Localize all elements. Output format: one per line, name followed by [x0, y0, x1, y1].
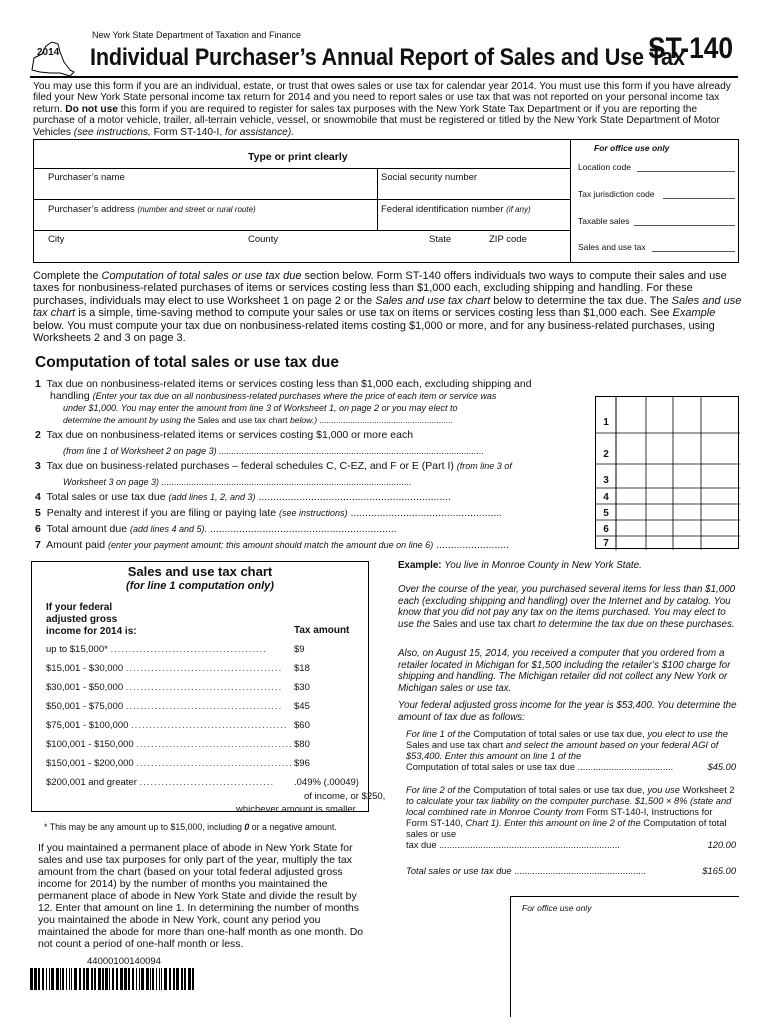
line-6-text: 6 Total amount due (add lines 4 and 5). ................................................................	[35, 523, 397, 535]
address-field[interactable]	[48, 204, 256, 215]
agency-name: New York State Department of Taxation and Finance	[92, 30, 301, 40]
line-7-text: 7 Amount paid (enter your payment amount; this amount should match the amount due on line 6) .........................	[35, 539, 510, 551]
tax-chart-title: Sales and use tax chart	[127, 564, 273, 579]
s1b: Computation of total sales or use tax due,	[473, 729, 645, 739]
chart-footnote	[44, 822, 337, 832]
chart-row-tax: $45	[294, 701, 310, 712]
example-label: Example:	[398, 560, 442, 571]
l1d: under $1,000. You may enter the amount from line 3 of Worksheet 1, on page 2 or you may elect to	[63, 403, 458, 413]
line-5-text: 5 Penalty and interest if you are filing or paying late (see instructions) ....................................................	[35, 507, 503, 519]
chart-row: up to $15,000* ...........................................	[46, 644, 267, 655]
ex-p1: Over the course of the year, you purchased several items for less than $1,000 each (excluding shipping and handling) over the Internet and by catalog. You know that you did not pay any tax on the items purchased. You may elect to use the	[398, 584, 736, 630]
chart-row: $100,001 - $150,000 ...........................................	[46, 739, 293, 750]
row-range: $15,001 - $30,000	[46, 663, 124, 674]
row-range: $200,001 and greater	[46, 777, 137, 788]
state-field[interactable]: State	[429, 234, 452, 245]
amount-grid-lines	[596, 397, 740, 550]
chart-row-tax: $96	[294, 758, 310, 769]
barcode-number: 44000100140094	[87, 956, 161, 967]
tax-jurisdiction-label: Tax jurisdiction code	[578, 189, 655, 199]
intro-p1: You may use this form if you are an individual, estate, or trust that owes sales or use tax for calendar year 2014. You must use this form if you have already filed your New York State personal income tax return for 2014 and you need to report sales or use tax that was not reported on your personal income tax return.	[33, 81, 731, 115]
ny-state-outline-icon	[30, 40, 75, 78]
s2c: you use	[647, 785, 680, 795]
fein-label: Federal identification number	[381, 204, 504, 215]
s2h: Chart 1). Enter this amount on line 2 of the	[465, 818, 641, 828]
purchaser-name-field[interactable]: Purchaser’s name	[48, 172, 125, 183]
chart-row: $75,001 - $100,000 ...........................................	[46, 720, 288, 731]
ssn-field[interactable]: Social security number	[381, 172, 478, 183]
tax-amount-header: Tax amount	[294, 625, 350, 636]
tax-jurisdiction-line	[663, 198, 735, 199]
header-divider	[30, 76, 738, 78]
location-code-label: Location code	[578, 162, 631, 172]
row-range: $150,001 - $200,000	[46, 758, 134, 769]
l1b: handling	[50, 390, 90, 402]
row-range: $50,001 - $75,000	[46, 701, 124, 712]
col1a: If your federal	[46, 602, 113, 613]
chart-row-tax: $60	[294, 720, 310, 731]
office-use-title: For office use only	[594, 143, 670, 153]
l7a: Amount paid	[46, 539, 106, 551]
desc-d: Sales and use tax chart	[375, 294, 491, 307]
sales-use-tax-label: Sales and use tax	[578, 242, 646, 252]
s2b: Computation of total sales or use tax due,	[473, 785, 645, 795]
l4a: Total sales or use tax due	[46, 491, 166, 503]
l4b: (add lines 1, 2, and 3)	[168, 492, 256, 502]
info-box-divider	[570, 139, 571, 263]
l6a: Total amount due	[46, 523, 128, 535]
s2j: tax due	[406, 840, 437, 850]
example-intro: You live in Monroe County in New York State.	[444, 560, 642, 571]
grid-line-7[interactable]: 7	[603, 538, 609, 549]
example-p2: Also, on August 15, 2014, you received a computer that you ordered from a retailer located in Michigan for $1,500 including the retailer’s $100 charge for shipping and handling. The Michigan retailer did not collect any New York or Michigan sales or use tax.	[398, 648, 731, 694]
chart-row-tax: .049% (.00049)	[294, 777, 359, 788]
l1f: Sales and use tax chart	[197, 415, 288, 425]
s1e: and select the amount based on your federal AGI of $53,400. Enter this amount on line 1 of the	[406, 740, 719, 761]
s1d: Sales and use tax chart	[406, 740, 504, 750]
l6b: (add lines 4 and 5).	[129, 524, 208, 534]
total-label: Total sales or use tax due	[406, 866, 512, 876]
footnote-a: * This may be any amount up to $15,000, including	[44, 822, 242, 832]
line-3-text: 3 Tax due on business-related purchases – federal schedules C, C-EZ, and F or E (Part I) (from line 3 of	[35, 460, 512, 472]
line-1-text: 1 Tax due on nonbusiness-related items or services costing less than $1,000 each, excluding shipping and	[35, 378, 532, 390]
form-title: Individual Purchaser’s Annual Report of Sales and Use Tax	[90, 44, 685, 71]
s1a: For line 1 of the	[406, 729, 471, 739]
chart-last-b: whichever amount is smaller	[236, 804, 356, 815]
chart-row-tax: $18	[294, 663, 310, 674]
l3c: Worksheet 3 on page 3)	[63, 477, 160, 487]
l3a: Tax due on business-related purchases – federal schedules C, C-EZ, and F or E (Part I)	[46, 460, 454, 472]
s2e: to calculate your tax liability on the computer purchase. $1,500 × 8% (state and local combined rate in Monroe County from	[406, 796, 732, 817]
ex-p1b: Sales and use tax chart	[432, 618, 536, 630]
s2g: Instructions for Form ST-140,	[406, 807, 713, 828]
l5b: (see instructions)	[279, 508, 348, 518]
form-number: ST-140	[648, 32, 734, 65]
footnote-c: or a negative amount.	[251, 822, 337, 832]
s1v: $45.00	[707, 762, 736, 772]
l1c: (Enter your tax due on all nonbusiness-related purchases where the price of each item or service was	[92, 391, 497, 401]
grid-line-1[interactable]: 1	[603, 417, 609, 428]
computation-description	[33, 270, 743, 344]
type-print-label: Type or print clearly	[248, 151, 348, 163]
computation-title: Computation of total sales or use tax due	[35, 354, 340, 371]
example-head	[398, 560, 738, 572]
chart-row-tax: $80	[294, 739, 310, 750]
intro-p5: for assistance).	[225, 126, 295, 138]
intro-text	[33, 81, 739, 138]
example-total: Total sales or use tax due ................................................... $165.00	[406, 866, 736, 876]
l2b: (from line 1 of Worksheet 2 on page 3)	[63, 446, 217, 456]
example-step-2: For line 2 of the Computation of total sales or use tax due, you use Worksheet 2 to calculate your tax liability on the computer purchase. $1,500 × 8% (state and local combined rate in Monroe County from Form ST-140-I, Instructions for Form ST-140, Chart 1). Enter this amount on line 2 of the Computation of total sales or use tax due ...................................................................... 120.00	[406, 785, 736, 850]
fein-hint: (if any)	[506, 205, 531, 214]
l7b: (enter your payment amount; this amount should match the amount due on line 6)	[108, 540, 434, 550]
fein-field[interactable]	[381, 204, 531, 215]
ex-p1c: to determine the tax due on these purchases.	[538, 618, 735, 630]
amount-grid	[595, 396, 739, 549]
l5a: Penalty and interest if you are filing or paying late	[46, 507, 277, 519]
footnote-b: 0	[244, 822, 250, 832]
desc-f: Sales and use tax chart	[33, 294, 742, 320]
s2v: 120.00	[707, 840, 736, 850]
chart-row-tax: $30	[294, 682, 310, 693]
row-range: up to $15,000*	[46, 644, 108, 655]
address-label: Purchaser’s address	[48, 204, 135, 215]
line-1-end: determine the amount by using the Sales and use tax chart below.) ........................................................	[63, 415, 454, 425]
desc-c: section below. Form ST-140 offers individuals two ways to compute their sales and use taxes for nonbusiness-related purchases of items or services costing less than $1,000 each, excluding shipping and handling. For these purchases, individuals may elect to use Worksheet 1 on page 2 or the	[33, 270, 727, 307]
col1c: income for 2014 is:	[46, 626, 137, 637]
city-field[interactable]: City	[48, 234, 65, 245]
line-3-cont: Worksheet 3 on page 3) ....................................................................................................	[63, 477, 412, 487]
line-2-text: 2 Tax due on nonbusiness-related items or services costing $1,000 or more each	[35, 429, 414, 441]
line-1-cont	[50, 390, 496, 402]
grid-line-6[interactable]: 6	[603, 524, 609, 535]
col1b: adjusted gross	[46, 614, 118, 625]
l2a: Tax due on nonbusiness-related items or services costing $1,000 or more each	[46, 429, 414, 441]
s2d: Worksheet 2	[682, 785, 735, 795]
info-row-line-1	[33, 168, 570, 169]
s2f: Form ST-140-I,	[586, 807, 649, 817]
taxable-sales-line	[634, 225, 735, 226]
info-col-divider	[377, 168, 378, 230]
info-row-line-2	[33, 199, 570, 200]
row-range: $100,001 - $150,000	[46, 739, 134, 750]
sales-use-tax-line	[652, 251, 735, 252]
row-range: $75,001 - $100,000	[46, 720, 129, 731]
line-2-cont: (from line 1 of Worksheet 2 on page 3) ..........................................................................................................	[63, 446, 485, 456]
row-range: $30,001 - $50,000	[46, 682, 124, 693]
barcode-icon	[30, 968, 195, 990]
info-row-line-3	[33, 230, 570, 231]
s2i: Computation of total sales or use	[406, 818, 727, 839]
office-use-box-bottom	[510, 896, 739, 1017]
total-value: $165.00	[702, 866, 736, 876]
location-code-line	[637, 171, 735, 172]
desc-i: below. You must compute your tax due on nonbusiness-related items costing $1,000 or more, and for any business-related purchases, using Worksheets 2 and 3 on page 3.	[33, 319, 715, 345]
taxable-sales-label: Taxable sales	[578, 216, 630, 226]
grid-line-4[interactable]: 4	[603, 492, 609, 503]
l3b: (from line 3 of	[456, 461, 512, 471]
intro-p2: this form if you are required to register for sales tax purposes with the New York State Tax Department or if you are reporting the purchase of a motor vehicle, trailer, all-terrain vehicle, vessel, or snowmobile that must be registered or titled by the New York State Department of Motor Vehicles	[33, 103, 720, 138]
l1g: below.)	[289, 415, 318, 425]
chart-row: $50,001 - $75,000 ...........................................	[46, 701, 283, 712]
desc-g: is a simple, time-saving method to compute your sales or use tax on items or services costing less than $1,000 each. See	[78, 307, 670, 320]
grid-line-3[interactable]: 3	[603, 475, 609, 486]
s1c: you elect to use the	[647, 729, 729, 739]
county-field[interactable]: County	[248, 234, 279, 245]
grid-line-5[interactable]: 5	[603, 508, 609, 519]
chart-last-a: of income, or $250,	[304, 791, 386, 802]
grid-line-2[interactable]: 2	[603, 449, 609, 460]
intro-do-not-use: Do not use	[65, 103, 118, 115]
desc-b: Computation of total sales or use tax due	[101, 270, 302, 282]
agi-column-header	[46, 602, 196, 638]
line-4-text: 4 Total sales or use tax due (add lines 1, 2, and 3) ..................................................................	[35, 491, 452, 503]
intro-p4: Form ST-140-I,	[153, 126, 223, 138]
tax-chart-subtitle: (for line 1 computation only)	[126, 580, 274, 592]
zip-field[interactable]: ZIP code	[489, 234, 527, 245]
example-step-1: For line 1 of the Computation of total sales or use tax due, you elect to use the Sales and use tax chart and select the amount based on your federal AGI of $53,400. Enter this amount on line 1 of the Computation of total sales or use tax due ..................................... $45.00	[406, 729, 736, 772]
tax-year: 2014	[37, 47, 60, 58]
chart-row: $200,001 and greater .....................................	[46, 777, 275, 788]
part-year-instructions: If you maintained a permanent place of abode in New York State for sales and use tax purposes for only part of the year, multiply the tax amount from the chart (based on your total federal adjusted gross income for 2014) by the number of months you maintained the permanent place of abode in New York State and divide the result by 12. Enter that amount on line 1. In determining the number of months you maintained the abode in New York, count any period you maintained the abode for more than one-half month as one month. Do not count a period of one-half month or less.	[38, 842, 364, 950]
s2a: For line 2 of the	[406, 785, 471, 795]
chart-row: $150,001 - $200,000 ...........................................	[46, 758, 293, 769]
example-p1	[398, 584, 738, 630]
s1f: Computation of total sales or use tax due	[406, 762, 575, 772]
chart-row: $30,001 - $50,000 ...........................................	[46, 682, 283, 693]
address-hint: (number and street or rural route)	[137, 205, 256, 214]
desc-a: Complete the	[33, 270, 99, 282]
example-p3: Your federal adjusted gross income for the year is $53,400. You determine the amount of tax due as follows:	[398, 700, 737, 723]
l1a: Tax due on nonbusiness-related items or services costing less than $1,000 each, excluding shipping and	[46, 378, 532, 390]
chart-row-tax: $9	[294, 644, 305, 655]
desc-h: Example	[672, 307, 716, 320]
office-use-bottom-label: For office use only	[522, 903, 592, 913]
intro-p3: (see instructions,	[73, 126, 151, 138]
desc-e: below to determine the tax due. The	[493, 294, 669, 307]
chart-row: $15,001 - $30,000 ...........................................	[46, 663, 283, 674]
l1e: determine the amount by using the	[63, 415, 196, 425]
